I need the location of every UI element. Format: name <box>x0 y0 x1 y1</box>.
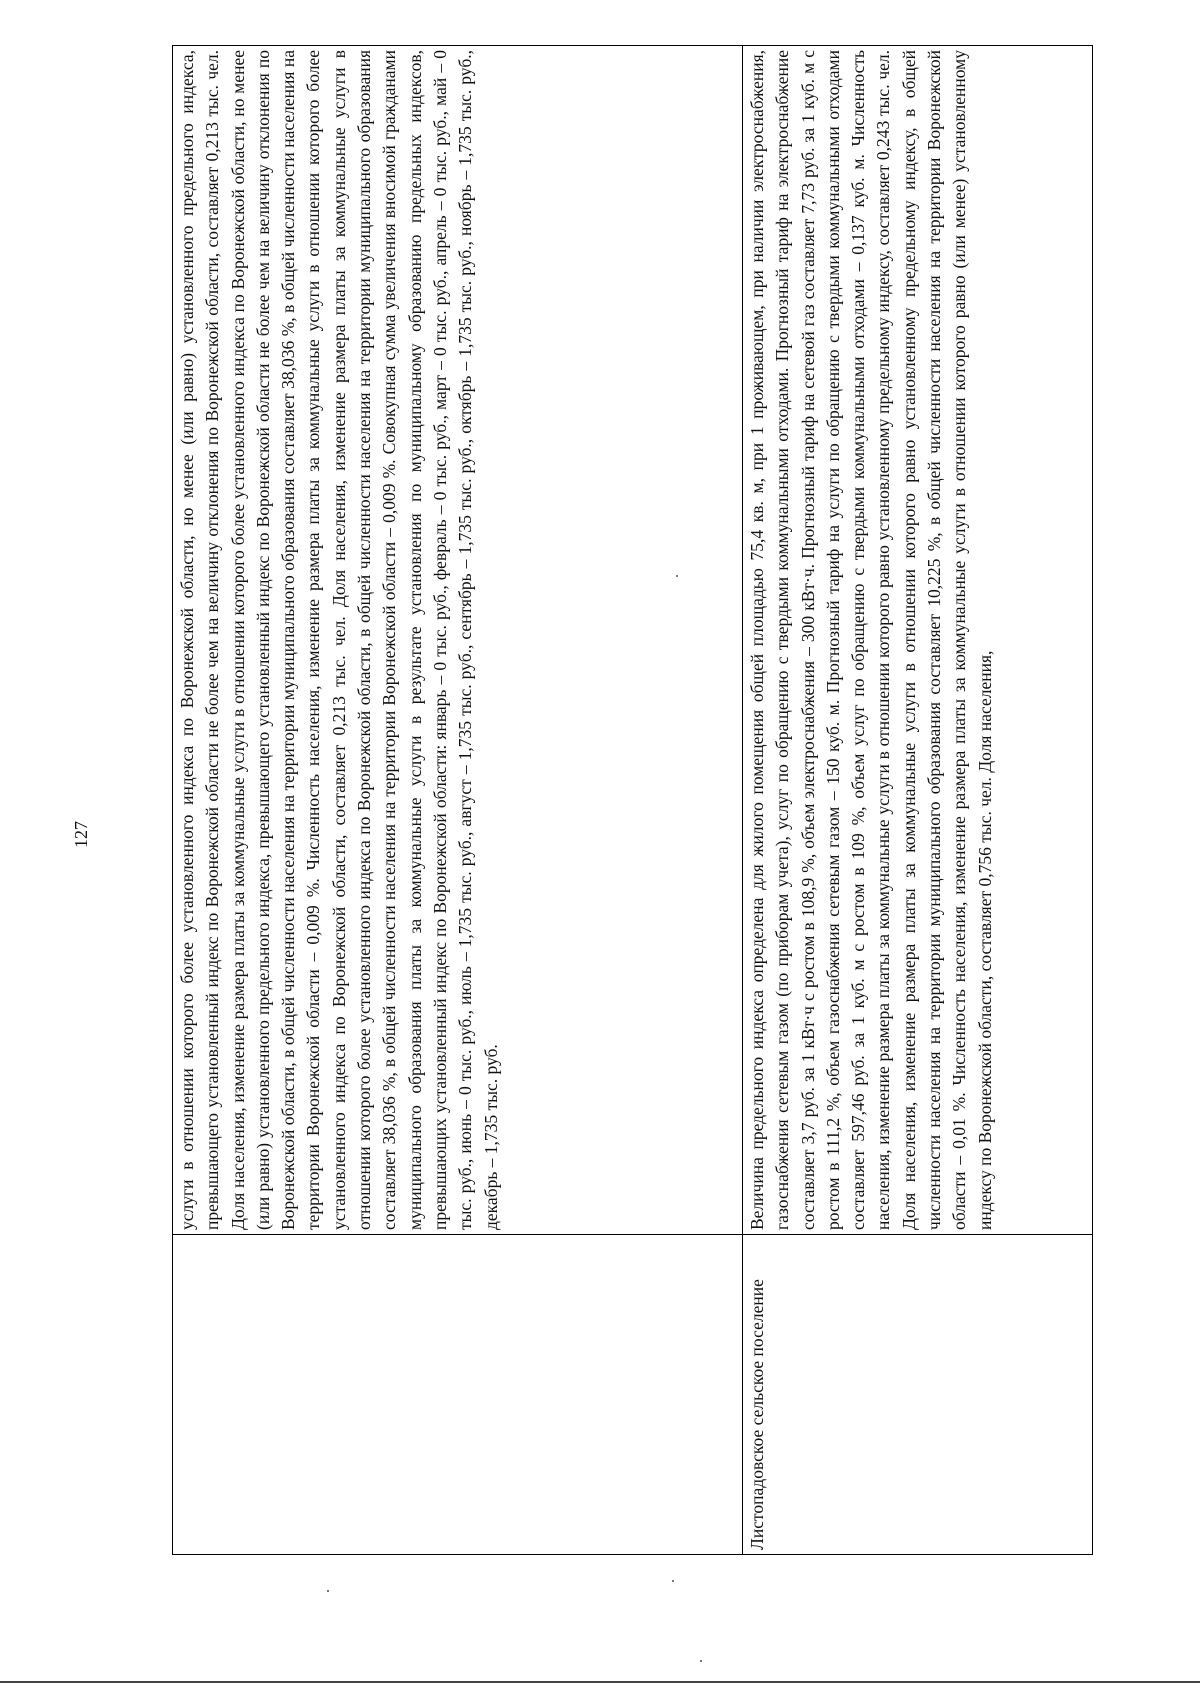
table-row <box>173 46 743 1555</box>
description-cell: услуги в отношении которого более установленного индекса по Воронежской области, но менее (или равно) установленного предельного индекса, превышающего установленный индекс по Воронежской области не более чем на величину отклонения по Воронежской области, составляет 0,213 тыс. чел. Доля населения, изменение размера платы за коммунальные услуги в отношении которого более установленного индекса по Воронежской области, но менее (или равно) установленного предельного индекса, превышающего установленный индекс по Воронежской области не более чем на величину отклонения по Воронежской области, в общей численности населения на территории муниципального образования составляет 38,036 %, в общей численности населения на территории Воронежской области – 0,009 %. Численность населения, изменение размера платы за коммунальные услуги в отношении которого более установленного индекса по Воронежской области, составляет 0,213 тыс. чел. Доля населения, изменение размера платы за коммунальные услуги в отношении которого более установленного индекса по Воронежской области, в общей численности населения на территории муниципального образования составляет 38,036 %, в общей численности населения на территории Воронежской области – 0,009 %. Совокупная сумма увеличения вносимой гражданами муниципального образования платы за коммунальные услуги в результате установления по муниципальному образованию предельных индексов, превышающих установленный индекс по Воронежской области: январь – 0 тыс. руб., февраль – 0 тыс. руб., март – 0 тыс. руб., апрель – 0 тыс. руб., май – 0 тыс. руб., июнь – 0 тыс. руб., июль – 1,735 тыс. руб., август – 1,735 тыс. руб., сентябрь – 1,735 тыс. руб., октябрь – 1,735 тыс. руб., ноябрь – 1,735 тыс. руб., декабрь – 1,735 тыс. руб. <box>173 46 743 1235</box>
page-number: 127 <box>71 821 91 848</box>
table-row <box>743 46 1093 1555</box>
rotated-table-container <box>172 45 1092 1555</box>
municipality-index-table <box>172 45 1093 1555</box>
municipality-cell <box>173 1235 743 1555</box>
scan-edge-line <box>0 1681 1200 1683</box>
municipality-cell: Листопадовское сельское поселение <box>743 1235 1093 1555</box>
description-cell: Величина предельного индекса определена для жилого помещения общей площадью 75,4 кв. м, при 1 проживающем, при наличии электроснабжения, газоснабжения сетевым газом (по приборам учета), услуг по обращению с твердыми коммунальными отходами. Прогнозный тариф на электроснабжение составляет 3,7 руб. за 1 кВт·ч с ростом в 108,9 %, объем электроснабжения – 300 кВт·ч. Прогнозный тариф на сетевой газ составляет 7,73 руб. за 1 куб. м с ростом в 111,2 %, объем газоснабжения сетевым газом – 150 куб. м. Прогнозный тариф на услуги по обращению с твердыми коммунальными отходами составляет 597,46 руб. за 1 куб. м с ростом в 109 %, объем услуг по обращению с твердыми коммунальными отходами – 0,137 куб. м. Численность населения, изменение размера платы за коммунальные услуги в отношении которого равно установленному предельному индексу, составляет 0,243 тыс. чел. Доля населения, изменение размера платы за коммунальные услуги в отношении которого равно установленному предельному индексу, в общей численности населения на территории муниципального образования составляет 10,225 %, в общей численности населения на территории Воронежской области – 0,01 %. Численность населения, изменение размера платы за коммунальные услуги в отношении которого равно (или менее) установленному индексу по Воронежской области, составляет 0,756 тыс. чел. Доля населения, <box>743 46 1093 1235</box>
